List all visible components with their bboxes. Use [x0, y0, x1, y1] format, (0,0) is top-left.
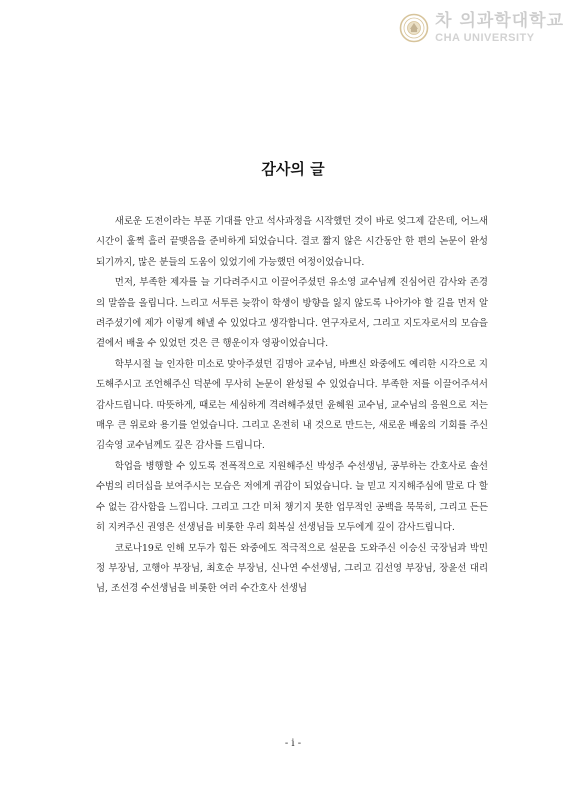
page-title: 감사의 글 — [261, 160, 325, 178]
acknowledgement-body — [96, 212, 488, 600]
paragraph-5: 코로나19로 인해 모두가 힘든 와중에도 적극적으로 설문을 도와주신 이승신 국장님과 박민정 부장님, 고행아 부장님, 최호순 부장님, 신나연 수선생님, 그리고 김선영 부장님, 장윤선 대리님, 조선경 수선생님을 비롯한 여러 수간호사 선생님 — [96, 542, 488, 595]
watermark-korean-name: 차 의과학대학교 — [435, 10, 564, 31]
page-number: - i - — [284, 738, 302, 749]
paragraph-1: 새로운 도전이라는 부푼 기대를 안고 석사과정을 시작했던 것이 바로 엊그제 같은데, 어느새 시간이 훌쩍 흘러 끝맺음을 준비하게 되었습니다. 결코 짧지 않은 시간동안 한 편의 논문이 완성되기까지, 많은 분들의 도움이 있었기에 가능했던 여정이었습니다. — [96, 216, 488, 268]
watermark-text — [435, 10, 564, 44]
university-seal-icon — [399, 13, 429, 43]
paragraph-2: 먼저, 부족한 제자를 늘 기다려주시고 이끌어주셨던 유소영 교수님께 진심어린 감사와 존경의 말씀을 올립니다. 느리고 서투른 늦깎이 학생이 방향을 잃지 않도록 나아가야 할 길을 먼저 알려주셨기에 제가 이렇게 해낼 수 있었다고 생각합니다. 연구자로서, 그리고 지도자로서의 모습을 곁에서 배울 수 있었던 것은 큰 행운이자 영광이었습니다. — [96, 277, 488, 350]
university-watermark — [399, 8, 564, 48]
paragraph-4: 학업을 병행할 수 있도록 전폭적으로 지원해주신 박성주 수선생님, 공부하는 간호사로 솔선수범의 리더십을 보여주시는 모습은 저에게 귀감이 되었습니다. 늘 믿고 지지해주심에 말로 다 할 수 없는 감사함을 느낍니다. 그리고 그간 미처 챙기지 못한 업무적인 공백을 묵묵히, 그리고 든든히 지켜주신 권영은 선생님을 비롯한 우리 회복실 선생님들 모두에게 깊이 감사드립니다. — [96, 460, 488, 534]
paragraph-3: 학부시절 늘 인자한 미소로 맞아주셨던 김명아 교수님, 바쁘신 와중에도 예리한 시각으로 지도해주시고 조언해주신 덕분에 무사히 논문이 완성될 수 있었습니다. 부족한 저를 이끌어주셔서 감사드립니다. 따뜻하게, 때로는 세심하게 격려해주셨던 윤혜원 교수님, 교수님의 응원으로 저는 매우 큰 위로와 용기를 얻었습니다. 그리고 온전히 내 것으로 만드는, 새로운 배움의 기회를 주신 김숙영 교수님께도 깊은 감사를 드립니다. — [96, 358, 488, 452]
watermark-english-name: CHA UNIVERSITY — [435, 31, 535, 44]
